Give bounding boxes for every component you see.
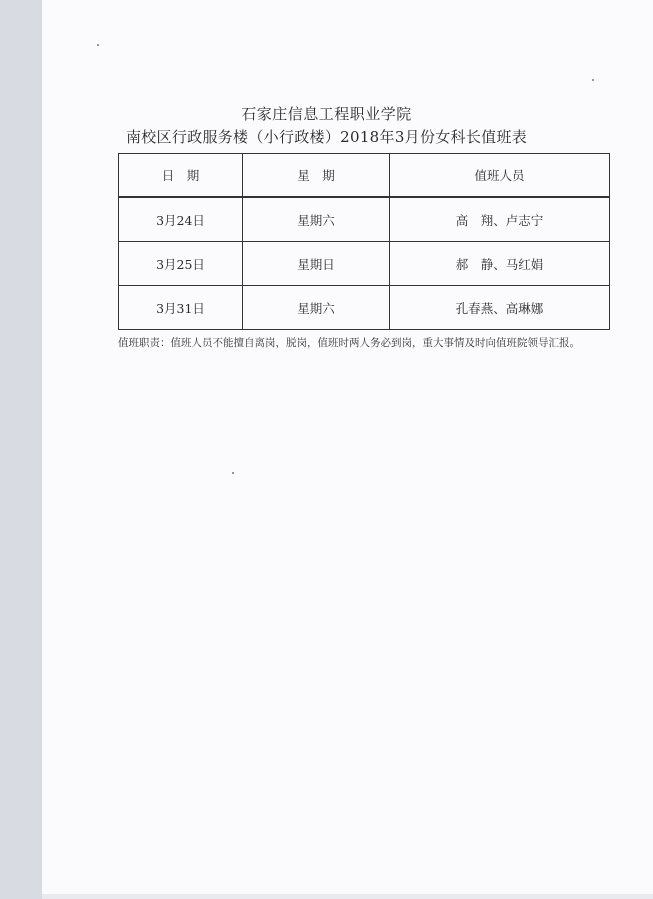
scan-speck bbox=[592, 79, 594, 81]
cell-date: 3月25日 bbox=[119, 242, 243, 286]
scan-speck bbox=[97, 44, 99, 46]
header-weekday: 星 期 bbox=[243, 154, 390, 198]
table-row bbox=[119, 286, 610, 330]
header-staff: 值班人员 bbox=[390, 154, 610, 198]
cell-weekday: 星期六 bbox=[243, 286, 390, 330]
scan-speck bbox=[232, 472, 234, 474]
cell-date: 3月31日 bbox=[119, 286, 243, 330]
cell-date: 3月24日 bbox=[119, 197, 243, 242]
cell-staff: 郝 静、马红娟 bbox=[390, 242, 610, 286]
cell-staff: 高 翔、卢志宁 bbox=[390, 197, 610, 242]
cell-staff: 孔春燕、高琳娜 bbox=[390, 286, 610, 330]
header-date: 日 期 bbox=[119, 154, 243, 198]
title-block bbox=[0, 104, 653, 147]
table-row bbox=[119, 197, 610, 242]
table-header-row bbox=[119, 154, 610, 198]
schedule-title: 南校区行政服务楼（小行政楼）2018年3月份女科长值班表 bbox=[125, 128, 528, 146]
cell-weekday: 星期六 bbox=[243, 197, 390, 242]
table-row bbox=[119, 242, 610, 286]
page-bottom-edge bbox=[42, 894, 653, 899]
school-name: 石家庄信息工程职业学院 bbox=[241, 105, 412, 123]
duty-note: 值班职责：值班人员不能擅自离岗，脱岗，值班时两人务必到岗，重大事情及时向值班院领导汇报。 bbox=[118, 337, 580, 349]
cell-weekday: 星期日 bbox=[243, 242, 390, 286]
duty-table bbox=[118, 153, 610, 330]
